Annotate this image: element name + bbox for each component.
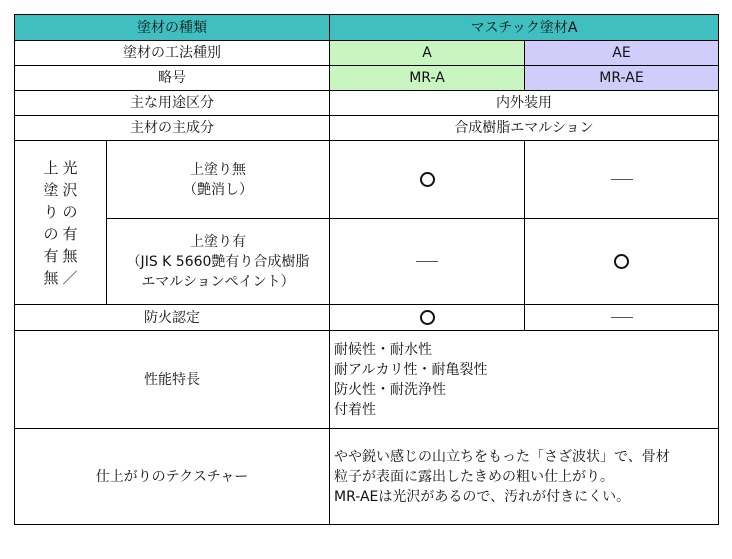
- usage-label: 主な用途区分: [15, 91, 330, 116]
- row-topcoat: [15, 219, 719, 305]
- type-label: 塗材の種類: [15, 15, 330, 41]
- texture-label: 仕上がりのテクスチャー: [15, 429, 330, 525]
- spec-table: [14, 14, 719, 525]
- no-topcoat-a-mark: [330, 141, 525, 219]
- side-char: 無: [43, 268, 59, 287]
- texture-line: MR-AEは光沢があるので、汚れが付きにくい。: [334, 488, 631, 505]
- side-char: 光: [62, 158, 78, 177]
- method-a: A: [330, 41, 525, 66]
- fire-ae-mark: [525, 305, 719, 331]
- row-no-topcoat: [15, 141, 719, 219]
- side-char: 沢: [62, 180, 78, 199]
- topcoat-line3: エマルションペイント）: [141, 273, 295, 290]
- dash-icon: [611, 317, 633, 318]
- type-value: マスチック塗材A: [330, 15, 719, 41]
- dash-icon: [416, 261, 438, 262]
- fire-a-mark: [330, 305, 525, 331]
- performance-line: 防火性・耐洗浄性: [334, 381, 446, 398]
- row-fire: [15, 305, 719, 331]
- performance-line: 耐アルカリ性・耐亀裂性: [334, 361, 488, 378]
- performance-line: 付着性: [334, 401, 376, 418]
- side-char: ／: [62, 268, 78, 287]
- no-topcoat-ae-mark: [525, 141, 719, 219]
- texture-line: 粒子が表面に露出したきめの粗い仕上がり。: [334, 468, 614, 485]
- side-char: の: [62, 202, 78, 221]
- row-component: [15, 116, 719, 141]
- row-type: [15, 15, 719, 41]
- gloss-side-label: [15, 141, 107, 305]
- row-usage: [15, 91, 719, 116]
- performance-line: 耐候性・耐水性: [334, 341, 432, 358]
- side-col-2: [63, 157, 78, 289]
- abbr-a: MR-A: [330, 66, 525, 91]
- circle-icon: [614, 254, 629, 269]
- dash-icon: [611, 179, 633, 180]
- no-topcoat-label: [107, 141, 330, 219]
- component-value: 合成樹脂エマルション: [330, 116, 719, 141]
- method-label: 塗材の工法種別: [15, 41, 330, 66]
- texture-description: [330, 429, 719, 525]
- side-char: 無: [62, 246, 78, 265]
- row-abbr: [15, 66, 719, 91]
- texture-line: やや鋭い感じの山立ちをもった「さざ波状」で、骨材: [334, 448, 670, 465]
- component-label: 主材の主成分: [15, 116, 330, 141]
- performance-list: [330, 331, 719, 429]
- no-topcoat-line1: 上塗り無: [190, 161, 246, 178]
- side-char: 有: [43, 246, 59, 265]
- usage-value: 内外装用: [330, 91, 719, 116]
- topcoat-line2: （JIS K 5660艶有り合成樹脂: [126, 253, 310, 270]
- row-texture: [15, 429, 719, 525]
- side-char: の: [43, 224, 59, 243]
- side-char: 上: [43, 158, 59, 177]
- abbr-ae: MR-AE: [525, 66, 719, 91]
- performance-label: 性能特長: [15, 331, 330, 429]
- circle-icon: [420, 310, 435, 325]
- spec-table-wrapper: [14, 14, 719, 525]
- method-ae: AE: [525, 41, 719, 66]
- side-char: 有: [62, 224, 78, 243]
- circle-icon: [420, 172, 435, 187]
- abbr-label: 略号: [15, 66, 330, 91]
- topcoat-label: [107, 219, 330, 305]
- topcoat-line1: 上塗り有: [190, 233, 246, 250]
- no-topcoat-line2: （艶消し）: [183, 181, 253, 198]
- side-char: 塗: [43, 180, 59, 199]
- fire-label: 防火認定: [15, 305, 330, 331]
- side-char: り: [43, 202, 59, 221]
- row-performance: [15, 331, 719, 429]
- topcoat-a-mark: [330, 219, 525, 305]
- topcoat-ae-mark: [525, 219, 719, 305]
- side-col-1: [43, 157, 58, 289]
- row-method: [15, 41, 719, 66]
